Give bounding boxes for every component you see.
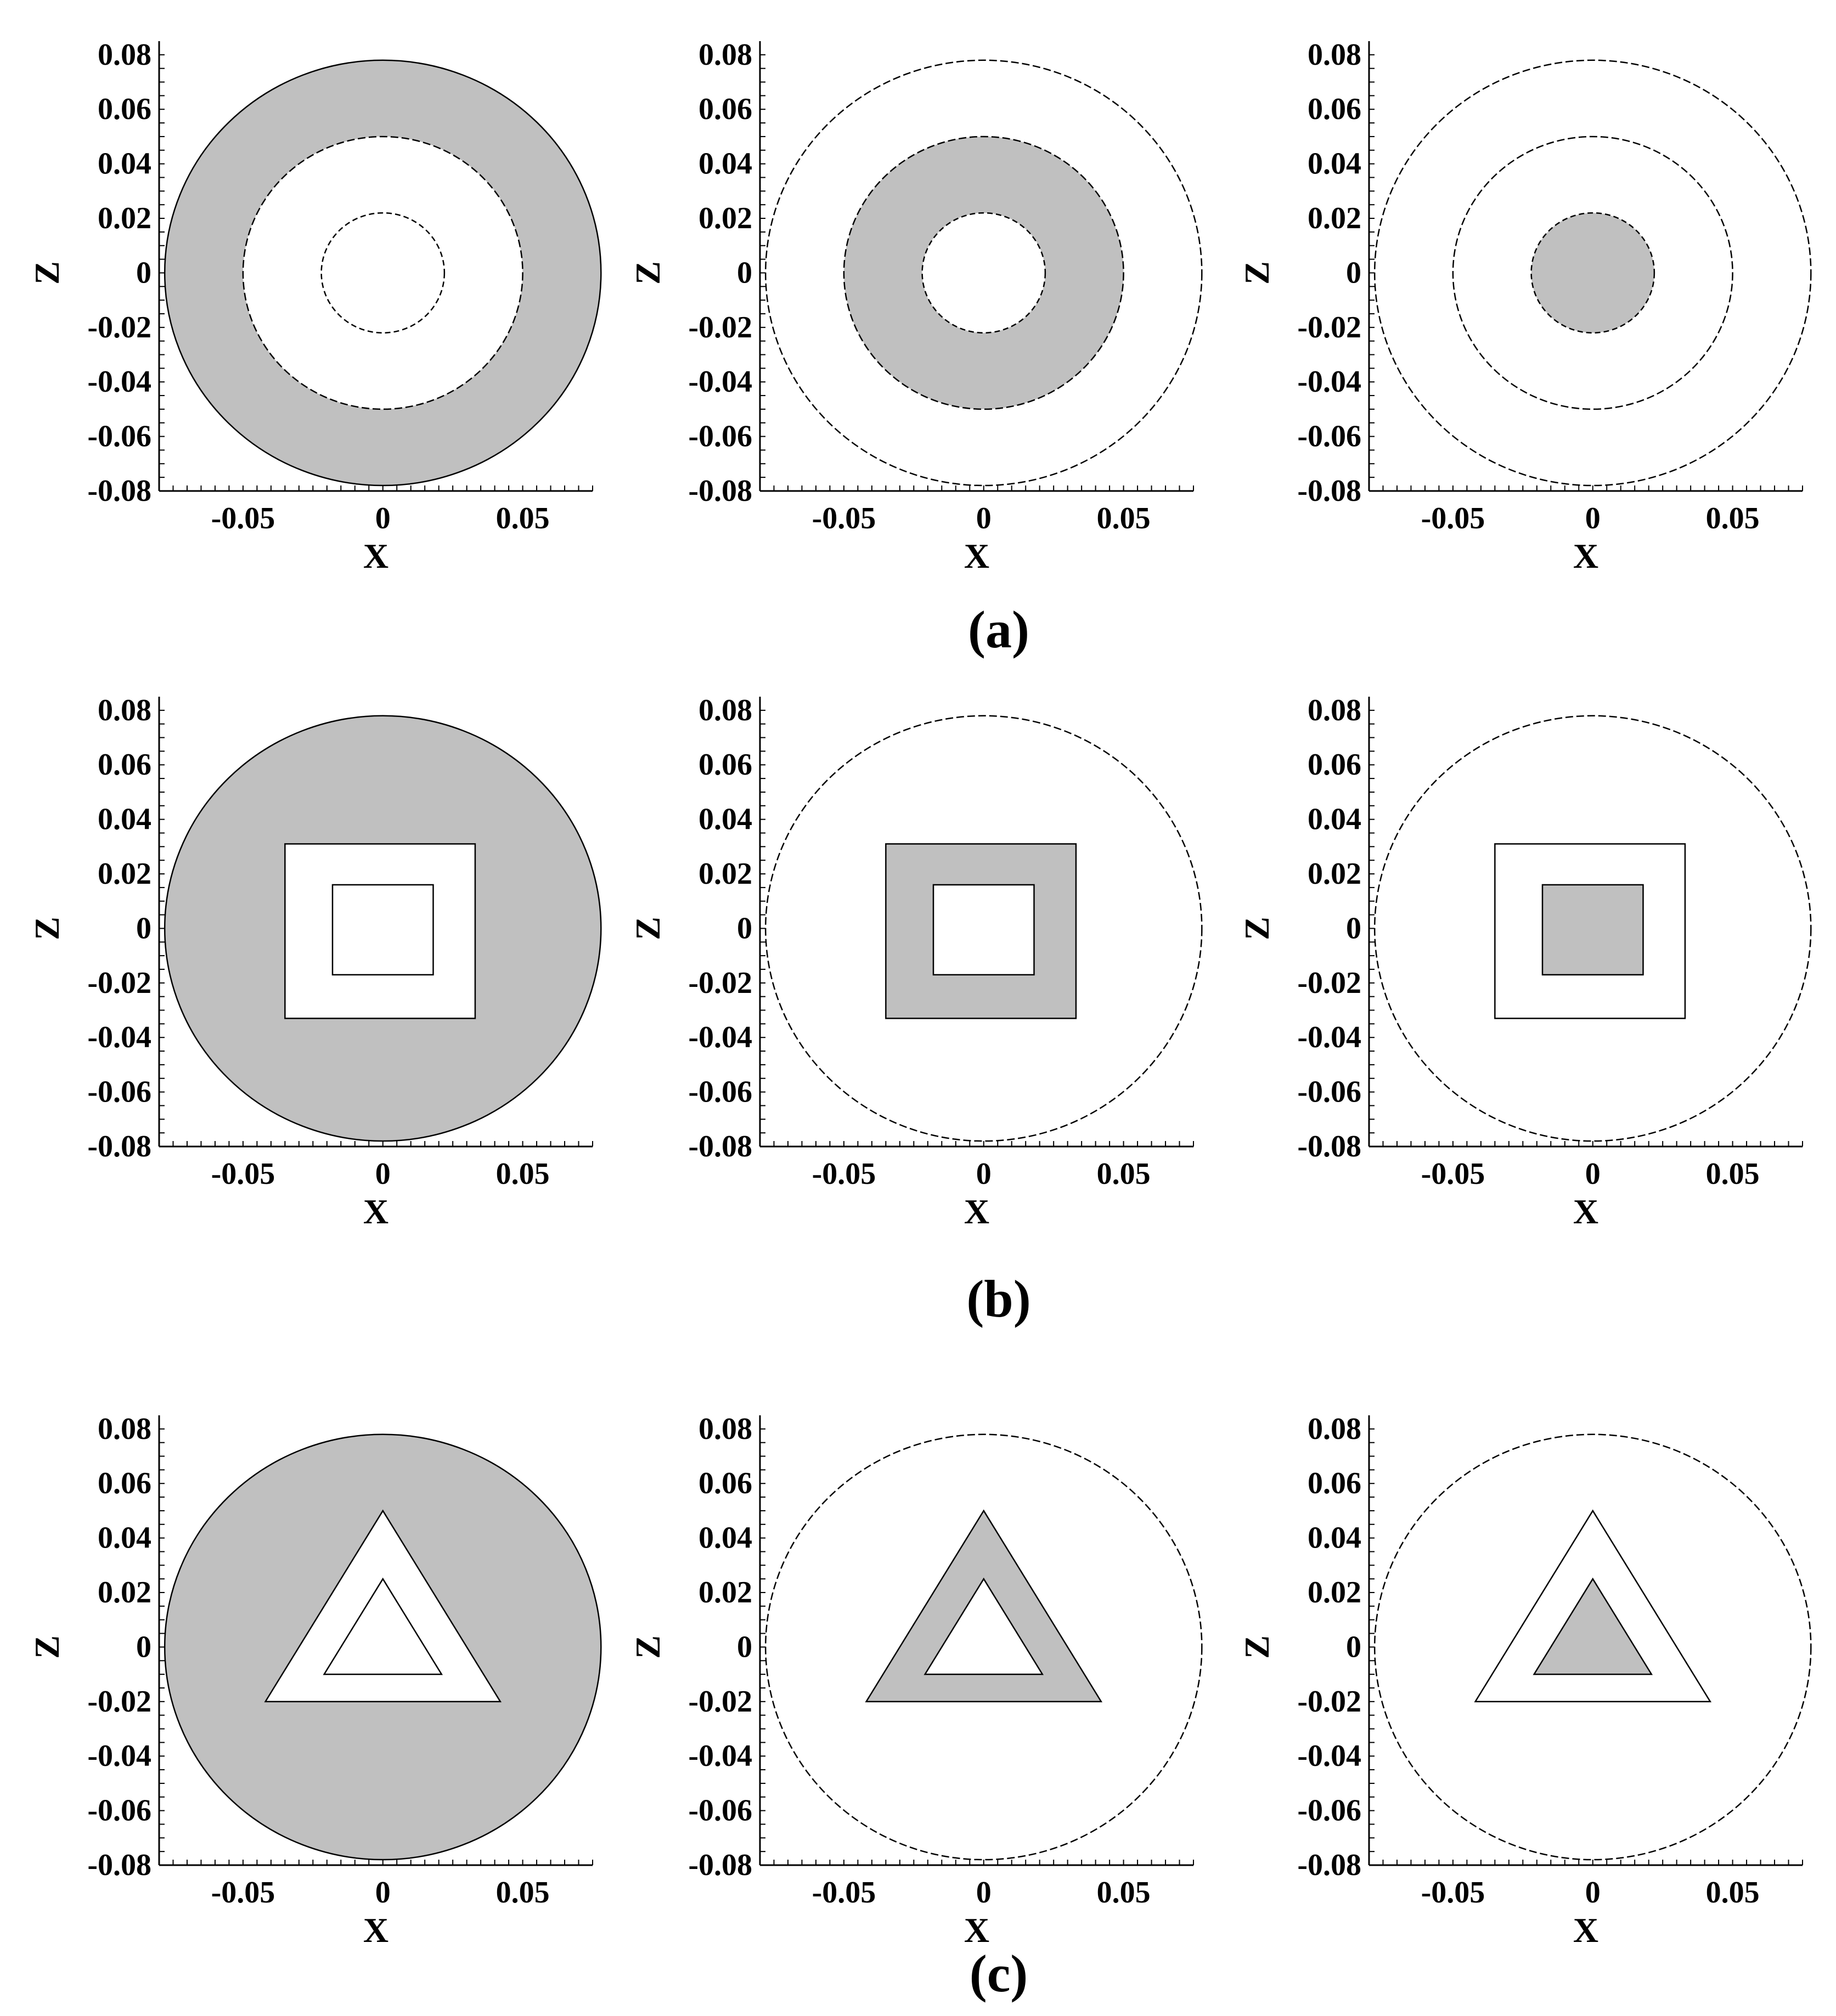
x-tick-label: 0.05 <box>1096 1876 1151 1910</box>
x-tick-label: 0 <box>375 501 391 535</box>
panel-triangle-1 <box>27 1412 601 1950</box>
z-tick-label: 0.04 <box>98 802 151 837</box>
x-tick-label: 0 <box>976 1157 992 1191</box>
z-tick-label: -0.08 <box>688 1848 752 1882</box>
z-tick-label: 0.06 <box>699 92 752 127</box>
z-tick-label: 0 <box>1346 256 1361 290</box>
panel-circle-2 <box>628 38 1202 575</box>
z-tick-label: -0.04 <box>1297 1739 1361 1774</box>
x-axis-title: X <box>1573 1911 1599 1950</box>
z-tick-label: -0.06 <box>87 1793 151 1828</box>
z-tick-label: 0 <box>136 256 151 290</box>
x-tick-label: 0.05 <box>495 501 550 535</box>
z-tick-label: 0.04 <box>699 802 752 837</box>
x-tick-label: -0.05 <box>1421 501 1485 535</box>
z-tick-label: 0.06 <box>699 748 752 782</box>
z-tick-label: 0 <box>737 256 752 290</box>
z-tick-label: -0.04 <box>688 1020 752 1055</box>
row-label-square: (b) <box>966 1269 1031 1328</box>
z-tick-label: 0.02 <box>98 1575 151 1610</box>
x-tick-label: -0.05 <box>812 501 876 535</box>
x-tick-label: -0.05 <box>1421 1876 1485 1910</box>
z-tick-label: 0.06 <box>98 748 151 782</box>
z-tick-label: -0.04 <box>87 365 151 399</box>
z-tick-label: -0.04 <box>1297 365 1361 399</box>
z-tick-label: -0.08 <box>688 474 752 508</box>
z-tick-label: 0 <box>1346 1630 1361 1664</box>
panel-square-2 <box>628 693 1202 1231</box>
z-tick-label: 0 <box>1346 911 1361 946</box>
x-tick-label: 0.05 <box>1705 1157 1760 1191</box>
panel-triangle-3 <box>1237 1412 1811 1950</box>
z-tick-label: -0.06 <box>688 419 752 454</box>
x-tick-label: -0.05 <box>812 1876 876 1910</box>
x-axis-title: X <box>1573 537 1599 575</box>
z-tick-label: 0.02 <box>699 201 752 236</box>
z-tick-label: -0.08 <box>688 1130 752 1164</box>
z-tick-label: -0.04 <box>87 1739 151 1774</box>
z-tick-label: -0.02 <box>688 310 752 345</box>
z-tick-label: 0.08 <box>1308 693 1361 727</box>
z-tick-label: 0.08 <box>699 693 752 727</box>
panel-circle-1 <box>27 38 601 575</box>
z-axis-title: Z <box>628 1635 667 1659</box>
z-tick-label: 0.06 <box>699 1466 752 1501</box>
z-tick-label: 0 <box>737 911 752 946</box>
z-tick-label: -0.04 <box>688 365 752 399</box>
x-tick-label: 0 <box>976 1876 992 1910</box>
z-tick-label: 0.06 <box>1308 92 1361 127</box>
z-axis-title: Z <box>27 1635 66 1659</box>
z-tick-label: -0.04 <box>688 1739 752 1774</box>
z-tick-label: 0.04 <box>1308 802 1361 837</box>
z-tick-label: 0.02 <box>1308 1575 1361 1610</box>
z-tick-label: -0.08 <box>1297 1130 1361 1164</box>
z-tick-label: -0.02 <box>1297 310 1361 345</box>
z-tick-label: -0.08 <box>87 474 151 508</box>
panel-square-3 <box>1237 693 1811 1231</box>
x-tick-label: 0 <box>1585 1876 1601 1910</box>
z-tick-label: 0.02 <box>1308 857 1361 891</box>
z-tick-label: 0.08 <box>98 693 151 727</box>
z-tick-label: 0.06 <box>98 1466 151 1501</box>
inner-circle-boundary <box>322 213 444 333</box>
z-tick-label: 0 <box>136 1630 151 1664</box>
x-tick-label: 0 <box>375 1876 391 1910</box>
x-axis-title: X <box>363 537 389 575</box>
z-tick-label: 0.08 <box>699 1411 752 1446</box>
x-axis-title: X <box>363 1911 389 1950</box>
inner-square-boundary <box>333 885 433 975</box>
z-tick-label: 0.08 <box>699 37 752 72</box>
row-label-triangle: (c) <box>969 1944 1028 2003</box>
panel-circle-3 <box>1237 38 1811 575</box>
z-tick-label: 0.02 <box>98 201 151 236</box>
z-tick-label: -0.08 <box>87 1130 151 1164</box>
z-axis-title: Z <box>27 917 66 940</box>
z-tick-label: -0.06 <box>87 1075 151 1109</box>
z-tick-label: 0.04 <box>1308 1521 1361 1555</box>
z-tick-label: 0 <box>737 1630 752 1664</box>
x-axis-title: X <box>1573 1192 1599 1231</box>
z-tick-label: 0 <box>136 911 151 946</box>
z-tick-label: -0.06 <box>1297 1075 1361 1109</box>
z-tick-label: -0.06 <box>688 1075 752 1109</box>
z-tick-label: -0.02 <box>1297 965 1361 1000</box>
z-tick-label: 0.02 <box>1308 201 1361 236</box>
z-tick-label: 0.08 <box>98 1411 151 1446</box>
z-tick-label: 0.04 <box>699 1521 752 1555</box>
z-tick-label: -0.06 <box>87 419 151 454</box>
panel-triangle-2 <box>628 1412 1202 1950</box>
x-tick-label: 0.05 <box>1705 501 1760 535</box>
z-tick-label: -0.06 <box>1297 419 1361 454</box>
x-tick-label: 0.05 <box>495 1876 550 1910</box>
z-tick-label: 0.08 <box>1308 37 1361 72</box>
x-tick-label: -0.05 <box>211 501 275 535</box>
z-tick-label: 0.06 <box>98 92 151 127</box>
z-tick-label: -0.04 <box>1297 1020 1361 1055</box>
x-tick-label: 0.05 <box>1096 501 1151 535</box>
z-axis-title: Z <box>1237 1635 1276 1659</box>
z-tick-label: -0.06 <box>1297 1793 1361 1828</box>
x-tick-label: 0 <box>976 501 992 535</box>
z-tick-label: 0.06 <box>1308 748 1361 782</box>
z-tick-label: -0.02 <box>87 965 151 1000</box>
z-axis-title: Z <box>1237 917 1276 940</box>
row-label-circle: (a) <box>968 600 1029 659</box>
x-tick-label: -0.05 <box>211 1157 275 1191</box>
z-tick-label: 0.04 <box>699 146 752 181</box>
z-tick-label: 0.02 <box>699 857 752 891</box>
x-tick-label: 0.05 <box>495 1157 550 1191</box>
z-axis-title: Z <box>628 261 667 285</box>
z-axis-title: Z <box>27 261 66 285</box>
z-tick-label: 0.08 <box>98 37 151 72</box>
x-tick-label: -0.05 <box>812 1157 876 1191</box>
x-tick-label: 0 <box>375 1157 391 1191</box>
x-tick-label: 0.05 <box>1705 1876 1760 1910</box>
x-tick-label: -0.05 <box>1421 1157 1485 1191</box>
z-axis-title: Z <box>628 917 667 940</box>
z-tick-label: -0.02 <box>1297 1684 1361 1719</box>
x-tick-label: 0 <box>1585 1157 1601 1191</box>
z-tick-label: -0.02 <box>688 965 752 1000</box>
inner-square-boundary <box>1542 885 1643 975</box>
z-tick-label: 0.02 <box>98 857 151 891</box>
z-tick-label: 0.04 <box>98 146 151 181</box>
z-tick-label: -0.02 <box>688 1684 752 1719</box>
inner-circle-boundary <box>1531 213 1654 333</box>
z-tick-label: -0.04 <box>87 1020 151 1055</box>
inner-square-boundary <box>933 885 1034 975</box>
z-tick-label: -0.02 <box>87 1684 151 1719</box>
x-axis-title: X <box>964 537 990 575</box>
x-tick-label: -0.05 <box>211 1876 275 1910</box>
z-tick-label: -0.06 <box>688 1793 752 1828</box>
z-axis-title: Z <box>1237 261 1276 285</box>
x-axis-title: X <box>964 1911 990 1950</box>
z-tick-label: -0.08 <box>87 1848 151 1882</box>
z-tick-label: 0.04 <box>1308 146 1361 181</box>
x-axis-title: X <box>964 1192 990 1231</box>
z-tick-label: 0.02 <box>699 1575 752 1610</box>
z-tick-label: -0.08 <box>1297 474 1361 508</box>
z-tick-label: -0.02 <box>87 310 151 345</box>
x-tick-label: 0.05 <box>1096 1157 1151 1191</box>
panel-square-1 <box>27 693 601 1231</box>
x-tick-label: 0 <box>1585 501 1601 535</box>
z-tick-label: 0.06 <box>1308 1466 1361 1501</box>
z-tick-label: 0.04 <box>98 1521 151 1555</box>
z-tick-label: -0.08 <box>1297 1848 1361 1882</box>
z-tick-label: 0.08 <box>1308 1411 1361 1446</box>
inner-circle-boundary <box>922 213 1045 333</box>
x-axis-title: X <box>363 1192 389 1231</box>
